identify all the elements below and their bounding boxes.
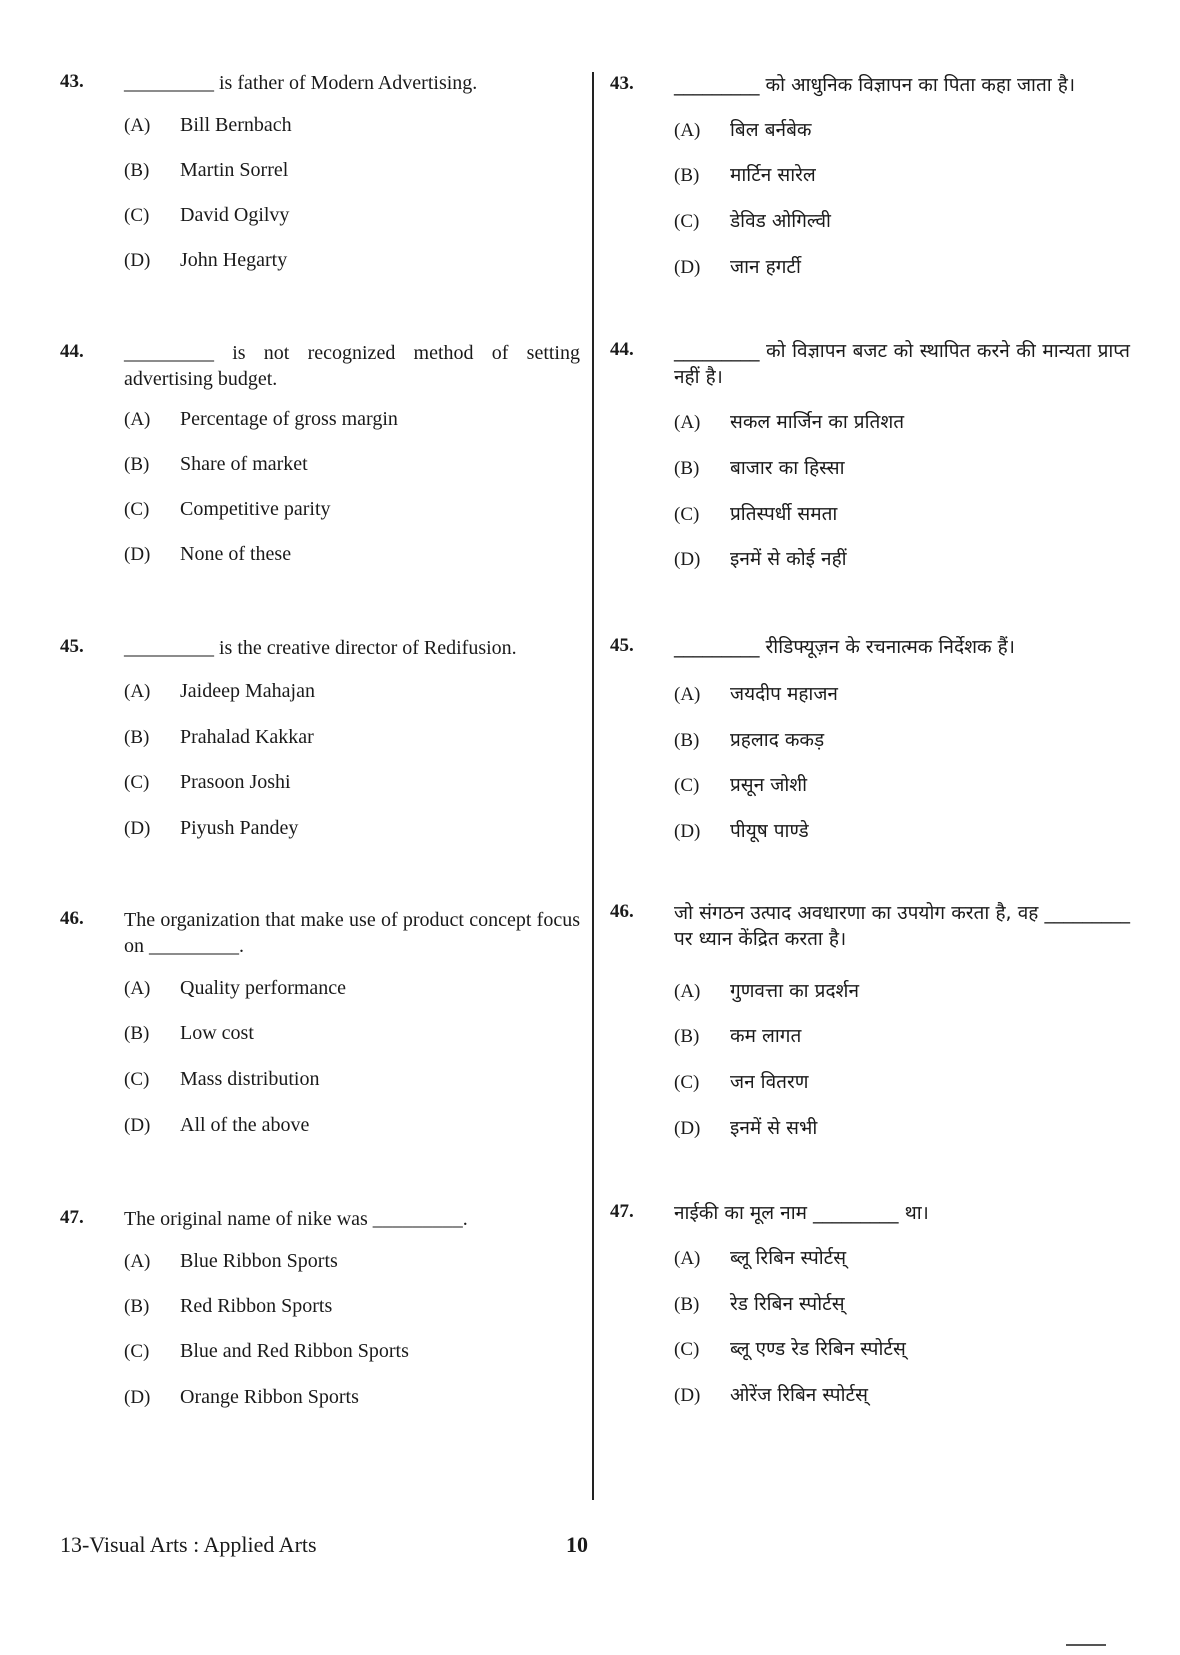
- question-number: 43.: [60, 71, 84, 92]
- option-letter: (C): [124, 772, 150, 793]
- corner-rule: [1066, 1644, 1106, 1646]
- question-number: 46.: [610, 901, 634, 922]
- option-text: Prasoon Joshi: [180, 771, 291, 793]
- option-a: [124, 408, 398, 431]
- option-text: मार्टिन सारेल: [730, 164, 816, 186]
- option-text: Red Ribbon Sports: [180, 1295, 333, 1317]
- option-letter: (C): [124, 1069, 150, 1090]
- option-letter: (A): [674, 412, 701, 433]
- option-text: Low cost: [180, 1022, 254, 1044]
- option-letter: (A): [124, 115, 151, 136]
- question-number: 45.: [610, 635, 634, 656]
- question-number: 44.: [60, 341, 84, 362]
- question-text: The original name of nike was _________.: [124, 1208, 468, 1230]
- option-text: डेविड ओगिल्वी: [730, 210, 831, 232]
- option-text: सकल मार्जिन का प्रतिशत: [730, 411, 905, 433]
- option-letter: (B): [124, 454, 150, 475]
- option-letter: (B): [674, 458, 700, 479]
- option-text: इनमें से सभी: [730, 1117, 818, 1139]
- column-divider: [592, 72, 594, 1500]
- option-text: ब्लू एण्ड रेड रिबिन स्पोर्टस्: [730, 1338, 906, 1360]
- question-number: 47.: [60, 1207, 84, 1228]
- option-a: [674, 1244, 846, 1270]
- question-46-hi: [610, 900, 1130, 1139]
- question-45-hi: [610, 634, 1130, 842]
- option-c: [674, 1068, 809, 1094]
- option-letter: (B): [124, 1296, 150, 1317]
- option-letter: (C): [674, 1339, 700, 1360]
- option-letter: (A): [674, 981, 701, 1002]
- question-text: _________ रीडिफ्यूज़न के रचनात्मक निर्देशक हैं।: [674, 636, 1015, 658]
- option-letter: (B): [674, 165, 700, 186]
- option-d: [674, 1381, 868, 1407]
- question-text: _________ is not recognized method of setting advertising budget.: [124, 342, 580, 390]
- option-letter: (A): [124, 978, 151, 999]
- question-number: 45.: [60, 636, 84, 657]
- question-number: 43.: [610, 73, 634, 94]
- option-text: Share of market: [180, 453, 308, 475]
- option-text: जन वितरण: [730, 1071, 809, 1093]
- option-text: Competitive parity: [180, 498, 331, 520]
- option-text: Jaideep Mahajan: [180, 680, 315, 702]
- option-letter: (D): [674, 257, 701, 278]
- question-47-en: [60, 1206, 580, 1408]
- option-c: [674, 771, 807, 797]
- option-text: Orange Ribbon Sports: [180, 1386, 359, 1408]
- option-letter: (B): [674, 1026, 700, 1047]
- option-letter: (A): [674, 1248, 701, 1269]
- option-b: [124, 159, 288, 182]
- option-text: बिल बर्नबेक: [730, 119, 812, 141]
- option-a: [124, 114, 292, 137]
- option-d: [674, 545, 847, 571]
- option-b: [124, 453, 308, 476]
- question-text: जो संगठन उत्पाद अवधारणा का उपयोग करता है, वह _________ पर ध्यान केंद्रित करता है।: [674, 902, 1130, 950]
- option-c: [674, 1335, 906, 1361]
- option-text: प्रसून जोशी: [730, 774, 808, 796]
- option-text: ब्लू रिबिन स्पोर्टस्: [730, 1247, 847, 1269]
- option-letter: (C): [674, 211, 700, 232]
- option-letter: (A): [674, 120, 701, 141]
- option-a: [674, 977, 859, 1003]
- option-b: [674, 1022, 801, 1048]
- option-b: [674, 1290, 845, 1316]
- option-letter: (A): [674, 684, 701, 705]
- option-text: Prahalad Kakkar: [180, 726, 314, 748]
- option-a: [124, 680, 315, 703]
- option-text: पीयूष पाण्डे: [730, 820, 809, 842]
- question-number: 46.: [60, 908, 84, 929]
- option-letter: (D): [124, 544, 151, 565]
- option-letter: (D): [674, 821, 701, 842]
- option-d: [124, 543, 291, 566]
- question-43-hi: [610, 72, 1130, 278]
- option-text: None of these: [180, 543, 292, 565]
- page-number: 10: [566, 1532, 588, 1557]
- option-letter: (B): [124, 1023, 150, 1044]
- option-d: [124, 1386, 359, 1409]
- option-a: [674, 408, 904, 434]
- question-44-hi: [610, 338, 1130, 570]
- option-letter: (D): [674, 1118, 701, 1139]
- question-text: The organization that make use of product concept focus on _________.: [124, 909, 580, 957]
- option-text: All of the above: [180, 1114, 310, 1136]
- option-text: रेड रिबिन स्पोर्टस्: [730, 1293, 845, 1315]
- option-c: [124, 204, 289, 227]
- option-text: John Hegarty: [180, 249, 288, 271]
- option-text: Mass distribution: [180, 1068, 320, 1090]
- option-letter: (C): [674, 775, 700, 796]
- option-text: इनमें से कोई नहीं: [730, 548, 847, 570]
- option-letter: (C): [124, 1341, 150, 1362]
- option-d: [674, 817, 809, 843]
- option-d: [124, 1114, 309, 1137]
- option-d: [674, 253, 801, 279]
- option-c: [124, 1068, 319, 1091]
- option-b: [124, 1022, 254, 1045]
- option-a: [124, 1250, 338, 1273]
- option-text: Quality performance: [180, 977, 347, 999]
- option-text: जान हगर्टी: [730, 256, 801, 278]
- option-letter: (D): [674, 1385, 701, 1406]
- option-b: [674, 161, 816, 187]
- option-d: [124, 817, 298, 840]
- option-letter: (A): [124, 681, 151, 702]
- option-text: Blue Ribbon Sports: [180, 1250, 338, 1272]
- question-47-hi: [610, 1200, 1130, 1406]
- option-d: [124, 249, 287, 272]
- option-b: [124, 1295, 332, 1318]
- question-number: 44.: [610, 339, 634, 360]
- option-letter: (B): [674, 1294, 700, 1315]
- option-text: ओरेंज रिबिन स्पोर्टस्: [730, 1384, 868, 1406]
- option-letter: (B): [124, 727, 150, 748]
- option-b: [674, 454, 845, 480]
- option-letter: (D): [124, 1115, 151, 1136]
- option-c: [124, 498, 331, 521]
- option-letter: (D): [674, 549, 701, 570]
- option-letter: (A): [124, 1251, 151, 1272]
- option-text: Blue and Red Ribbon Sports: [180, 1340, 409, 1362]
- option-letter: (C): [674, 1072, 700, 1093]
- option-text: प्रतिस्पर्धी समता: [730, 503, 838, 525]
- option-letter: (A): [124, 409, 151, 430]
- option-c: [674, 500, 837, 526]
- option-text: बाजार का हिस्सा: [730, 457, 845, 479]
- question-text: नाईकी का मूल नाम _________ था।: [674, 1202, 929, 1224]
- question-number: 47.: [610, 1201, 634, 1222]
- option-letter: (B): [124, 160, 150, 181]
- option-c: [674, 207, 831, 233]
- option-letter: (D): [124, 1387, 151, 1408]
- option-text: प्रहलाद ककड़: [730, 729, 825, 751]
- question-text: _________ को विज्ञापन बजट को स्थापित करने की मान्यता प्राप्त नहीं है।: [674, 340, 1130, 388]
- option-c: [124, 1340, 409, 1363]
- question-text: _________ को आधुनिक विज्ञापन का पिता कहा जाता है।: [674, 74, 1076, 96]
- option-text: Percentage of gross margin: [180, 408, 398, 430]
- option-letter: (B): [674, 730, 700, 751]
- option-letter: (C): [124, 205, 150, 226]
- question-text: _________ is father of Modern Advertising.: [124, 72, 478, 94]
- option-b: [124, 726, 314, 749]
- option-letter: (C): [124, 499, 150, 520]
- option-text: गुणवत्ता का प्रदर्शन: [730, 980, 860, 1002]
- question-45-en: [60, 635, 580, 839]
- option-text: Bill Bernbach: [180, 114, 292, 136]
- question-46-en: [60, 907, 580, 1136]
- option-text: David Ogilvy: [180, 204, 290, 226]
- option-text: कम लागत: [730, 1025, 802, 1047]
- option-letter: (D): [124, 250, 151, 271]
- option-text: जयदीप महाजन: [730, 683, 838, 705]
- option-text: Piyush Pandey: [180, 817, 299, 839]
- option-text: Martin Sorrel: [180, 159, 289, 181]
- option-b: [674, 726, 824, 752]
- question-text: _________ is the creative director of Redifusion.: [124, 637, 517, 659]
- option-letter: (D): [124, 818, 151, 839]
- footer-subject: 13-Visual Arts : Applied Arts: [60, 1532, 317, 1557]
- option-a: [124, 977, 346, 1000]
- option-d: [674, 1114, 817, 1140]
- question-44-en: [60, 340, 580, 565]
- option-a: [674, 116, 812, 142]
- option-c: [124, 771, 291, 794]
- question-43-en: [60, 70, 580, 271]
- option-a: [674, 680, 838, 706]
- option-letter: (C): [674, 504, 700, 525]
